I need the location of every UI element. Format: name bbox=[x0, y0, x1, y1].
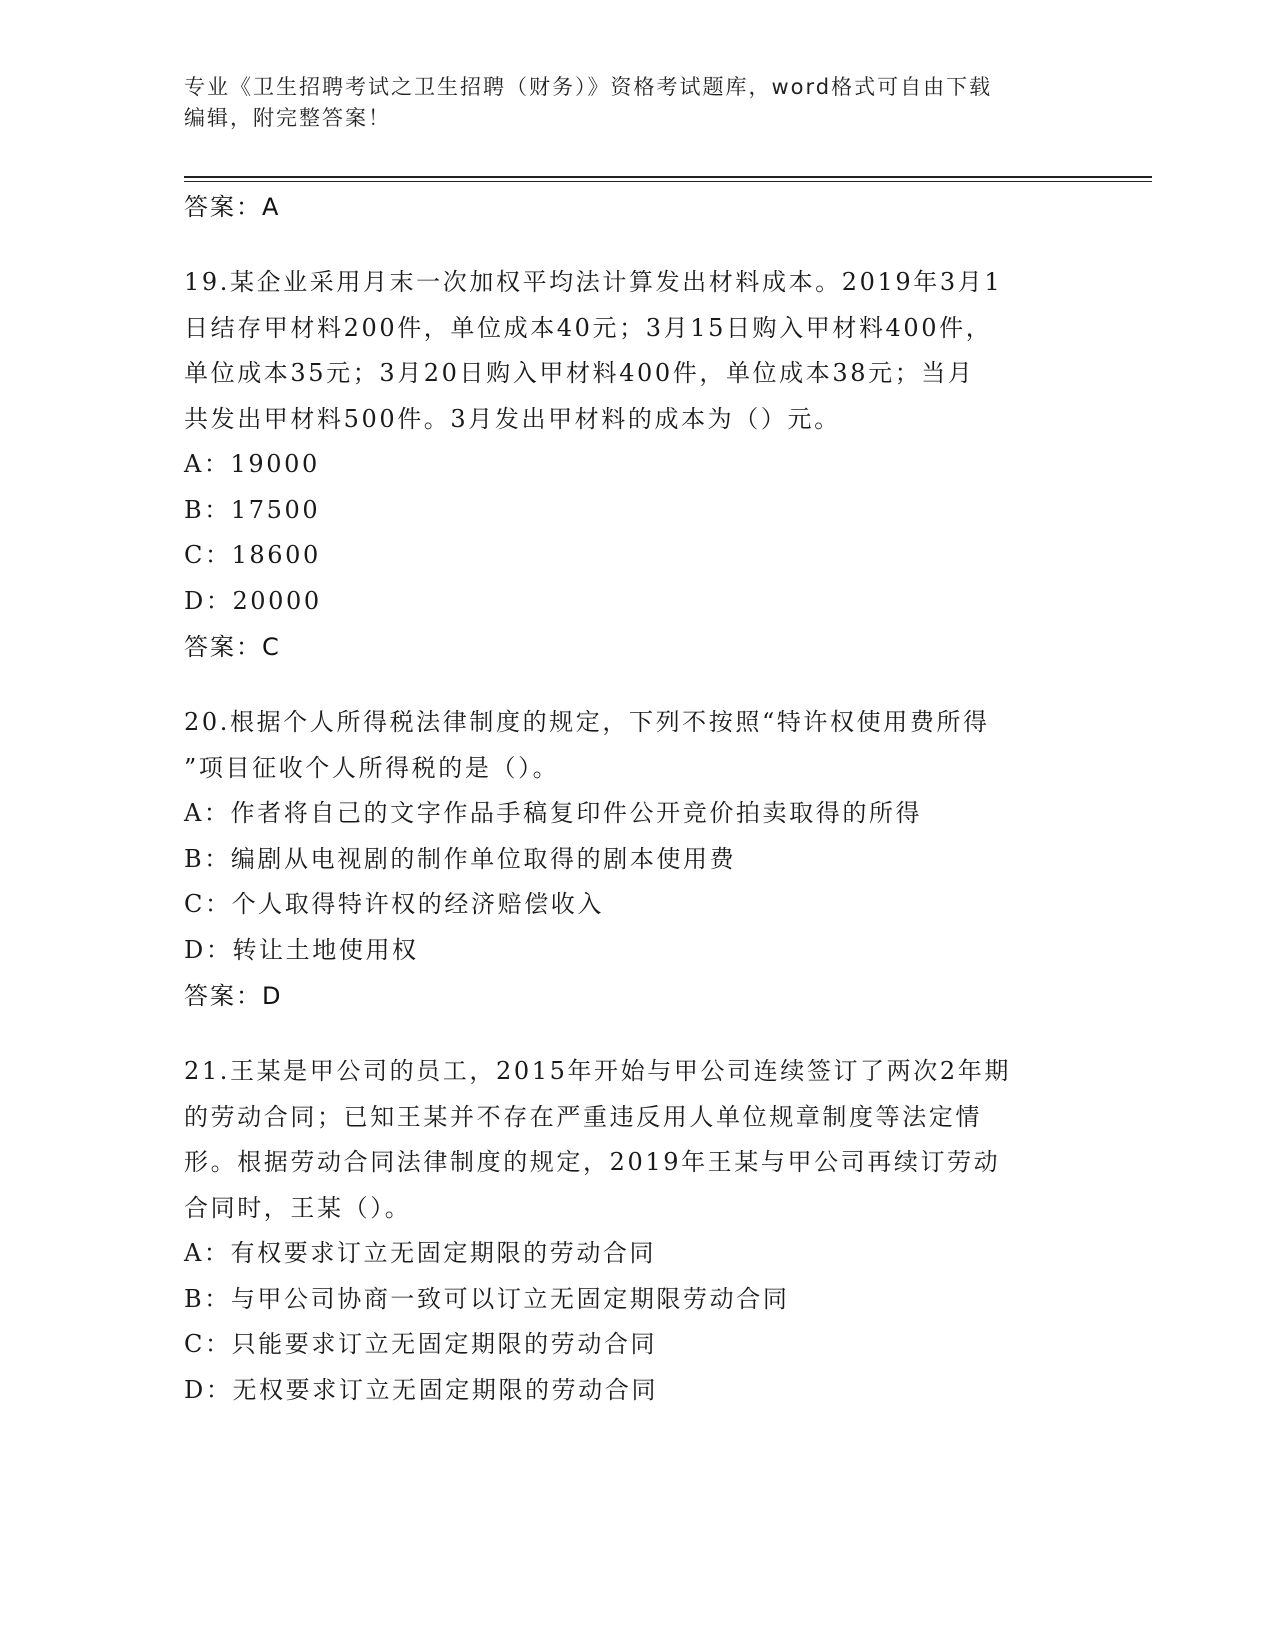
option-b: B：编剧从电视剧的制作单位取得的剧本使用费 bbox=[184, 844, 737, 873]
header-divider-thin bbox=[184, 181, 1152, 182]
option-a: A：有权要求订立无固定期限的劳动合同 bbox=[184, 1239, 657, 1267]
stem-line: 20.根据个人所得税法律制度的规定，下列不按照“特许权使用费所得 bbox=[184, 708, 990, 736]
stem-line: 的劳动合同；已知王某并不存在严重违反用人单位规章制度等法定情 bbox=[184, 1102, 982, 1131]
stem-line: 单位成本35元；3月20日购入甲材料400件，单位成本38元；当月 bbox=[184, 359, 975, 387]
option-a: A：作者将自己的文字作品手稿复印件公开竞价拍卖取得的所得 bbox=[184, 799, 923, 827]
option-a: A：19000 bbox=[184, 450, 320, 478]
question-list bbox=[184, 184, 1084, 1413]
header-line-1: 专业《卫生招聘考试之卫生招聘（财务）》资格考试题库，word格式可自由下载 bbox=[184, 75, 993, 99]
header-divider-thick bbox=[184, 176, 1152, 178]
option-c: C：个人取得特许权的经济赔偿收入 bbox=[184, 890, 604, 918]
question-19 bbox=[184, 260, 1084, 670]
stem-line: 19.某企业采用月末一次加权平均法计算发出材料成本。2019年3月1 bbox=[184, 268, 1003, 296]
stem-line: 形。根据劳动合同法律制度的规定，2019年王某与甲公司再续订劳动 bbox=[184, 1148, 1001, 1176]
option-d: D：20000 bbox=[184, 586, 322, 615]
option-d: D：无权要求订立无固定期限的劳动合同 bbox=[184, 1375, 659, 1404]
stem-line: 合同时，王某（）。 bbox=[184, 1193, 412, 1222]
question-stem bbox=[184, 260, 1084, 442]
stem-line: ”项目征收个人所得税的是（）。 bbox=[184, 753, 560, 782]
option-b: B：与甲公司协商一致可以订立无固定期限劳动合同 bbox=[184, 1284, 790, 1313]
stem-line: 21.王某是甲公司的员工，2015年开始与甲公司连续签订了两次2年期 bbox=[184, 1057, 1011, 1085]
option-c: C：只能要求订立无固定期限的劳动合同 bbox=[184, 1330, 658, 1358]
answer-previous: 答案：A bbox=[184, 193, 281, 221]
stem-line: 日结存甲材料200件，单位成本40元；3月15日购入甲材料400件， bbox=[184, 313, 993, 342]
question-20 bbox=[184, 700, 1084, 1019]
page-header bbox=[184, 72, 1064, 134]
answer: 答案：C bbox=[184, 633, 281, 661]
header-line-2: 编辑，附完整答案！ bbox=[184, 106, 391, 130]
question-21 bbox=[184, 1049, 1084, 1413]
answer: 答案：D bbox=[184, 982, 283, 1010]
option-d: D：转让土地使用权 bbox=[184, 935, 419, 964]
question-stem bbox=[184, 700, 1084, 791]
option-b: B：17500 bbox=[184, 495, 321, 524]
question-stem bbox=[184, 1049, 1084, 1231]
stem-line: 共发出甲材料500件。3月发出甲材料的成本为（）元。 bbox=[184, 404, 841, 433]
option-c: C：18600 bbox=[184, 541, 321, 569]
